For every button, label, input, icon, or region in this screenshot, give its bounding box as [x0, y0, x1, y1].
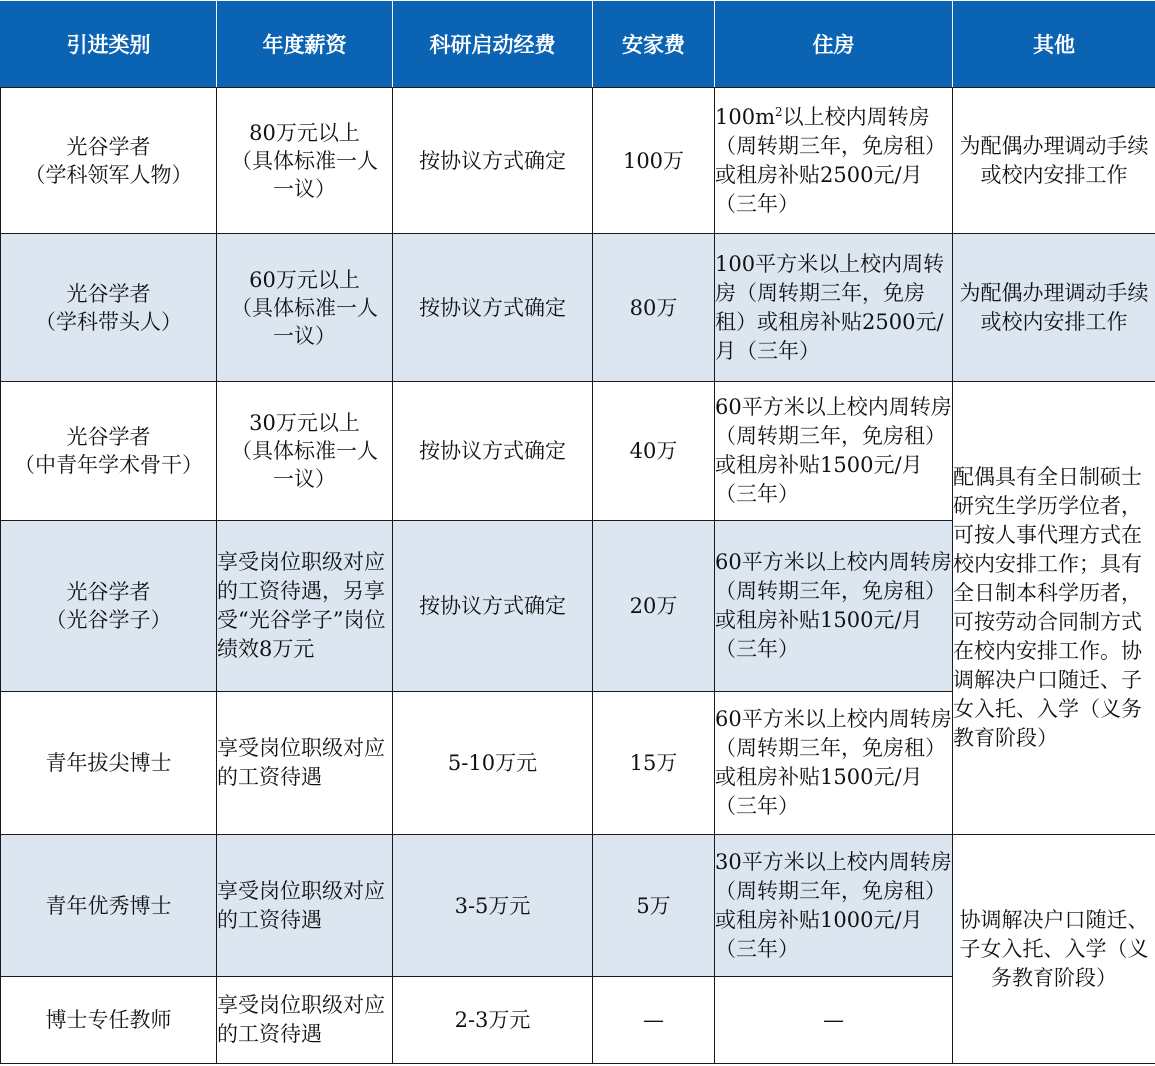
- salary-cell: [217, 88, 393, 234]
- housing-cell: 60平方米以上校内周转房（周转期三年，免房租）或租房补贴1500元/月（三年）: [715, 692, 953, 835]
- header-salary: 年度薪资: [217, 1, 393, 88]
- category-cell: [1, 88, 217, 234]
- header-category: 引进类别: [1, 1, 217, 88]
- category-cell: 青年优秀博士: [1, 835, 217, 977]
- other-cell: 为配偶办理调动手续或校内安排工作: [953, 234, 1155, 382]
- housing-cell: 60平方米以上校内周转房（周转期三年，免房租）或租房补贴1500元/月（三年）: [715, 382, 953, 521]
- other-cell-merged: 配偶具有全日制硕士研究生学历学位者，可按人事代理方式在校内安排工作；具有全日制本科学历者，可按劳动合同制方式在校内安排工作。协调解决户口随迁、子女入托、入学（义务教育阶段）: [953, 382, 1155, 835]
- housing-area: 100m: [715, 104, 775, 129]
- category-sub: （光谷学子）: [45, 608, 172, 632]
- header-settle: 安家费: [593, 1, 715, 88]
- category-name: 光谷学者: [66, 425, 151, 449]
- settle-cell: 15万: [593, 692, 715, 835]
- category-name: 光谷学者: [66, 580, 151, 604]
- housing-cell: 30平方米以上校内周转房（周转期三年，免房租）或租房补贴1000元/月（三年）: [715, 835, 953, 977]
- salary-cell: 享受岗位职级对应的工资待遇: [217, 835, 393, 977]
- category-name: 光谷学者: [66, 134, 151, 159]
- housing-cell: 100平方米以上校内周转房（周转期三年，免房租）或租房补贴2500元/月（三年）: [715, 234, 953, 382]
- salary-cell: [217, 234, 393, 382]
- settle-cell: —: [593, 977, 715, 1064]
- category-cell: 青年拔尖博士: [1, 692, 217, 835]
- table-row: [1, 382, 1155, 521]
- salary-line: 30万元以上: [249, 411, 360, 435]
- table-row: [1, 835, 1155, 977]
- salary-cell: [217, 382, 393, 521]
- category-cell: [1, 382, 217, 521]
- housing-rest: 以上校内周转房（周转期三年，免房租）或租房补贴2500元/月（三年）: [715, 104, 946, 216]
- header-funding: 科研启动经费: [393, 1, 593, 88]
- category-name: 光谷学者: [66, 281, 151, 306]
- salary-line: 一议）: [273, 467, 336, 491]
- housing-cell: [715, 88, 953, 234]
- settle-cell: 100万: [593, 88, 715, 234]
- funding-cell: 5-10万元: [393, 692, 593, 835]
- funding-cell: 按协议方式确定: [393, 88, 593, 234]
- settle-cell: 80万: [593, 234, 715, 382]
- funding-cell: 按协议方式确定: [393, 521, 593, 692]
- funding-cell: 按协议方式确定: [393, 234, 593, 382]
- category-sub: （中青年学术骨干）: [14, 453, 203, 477]
- header-housing: 住房: [715, 1, 953, 88]
- settle-cell: 40万: [593, 382, 715, 521]
- table-row: [1, 234, 1155, 382]
- funding-cell: 3-5万元: [393, 835, 593, 977]
- salary-line: 60万元以上: [249, 267, 360, 292]
- funding-cell: 按协议方式确定: [393, 382, 593, 521]
- settle-cell: 20万: [593, 521, 715, 692]
- settle-cell: 5万: [593, 835, 715, 977]
- category-cell: [1, 234, 217, 382]
- housing-unit-sup: 2: [775, 104, 783, 119]
- salary-line: 80万元以上: [249, 120, 360, 145]
- housing-cell: 60平方米以上校内周转房（周转期三年，免房租）或租房补贴1500元/月（三年）: [715, 521, 953, 692]
- salary-cell: 享受岗位职级对应的工资待遇: [217, 692, 393, 835]
- salary-line: （具体标准一人: [231, 148, 378, 173]
- category-sub: （学科带头人）: [35, 309, 182, 334]
- other-cell: 为配偶办理调动手续或校内安排工作: [953, 88, 1155, 234]
- other-cell-merged: 协调解决户口随迁、子女入托、入学（义务教育阶段）: [953, 835, 1155, 1064]
- salary-line: （具体标准一人: [231, 439, 378, 463]
- salary-line: 一议）: [273, 176, 336, 201]
- salary-line: 一议）: [273, 323, 336, 348]
- salary-cell: 享受岗位职级对应的工资待遇，另享受“光谷学子”岗位绩效8万元: [217, 521, 393, 692]
- header-other: 其他: [953, 1, 1155, 88]
- salary-cell: 享受岗位职级对应的工资待遇: [217, 977, 393, 1064]
- funding-cell: 2-3万元: [393, 977, 593, 1064]
- category-cell: [1, 521, 217, 692]
- housing-cell: —: [715, 977, 953, 1064]
- category-sub: （学科领军人物）: [24, 162, 193, 187]
- header-row: [1, 1, 1155, 88]
- table-row: [1, 88, 1155, 234]
- salary-line: （具体标准一人: [231, 295, 378, 320]
- category-cell: 博士专任教师: [1, 977, 217, 1064]
